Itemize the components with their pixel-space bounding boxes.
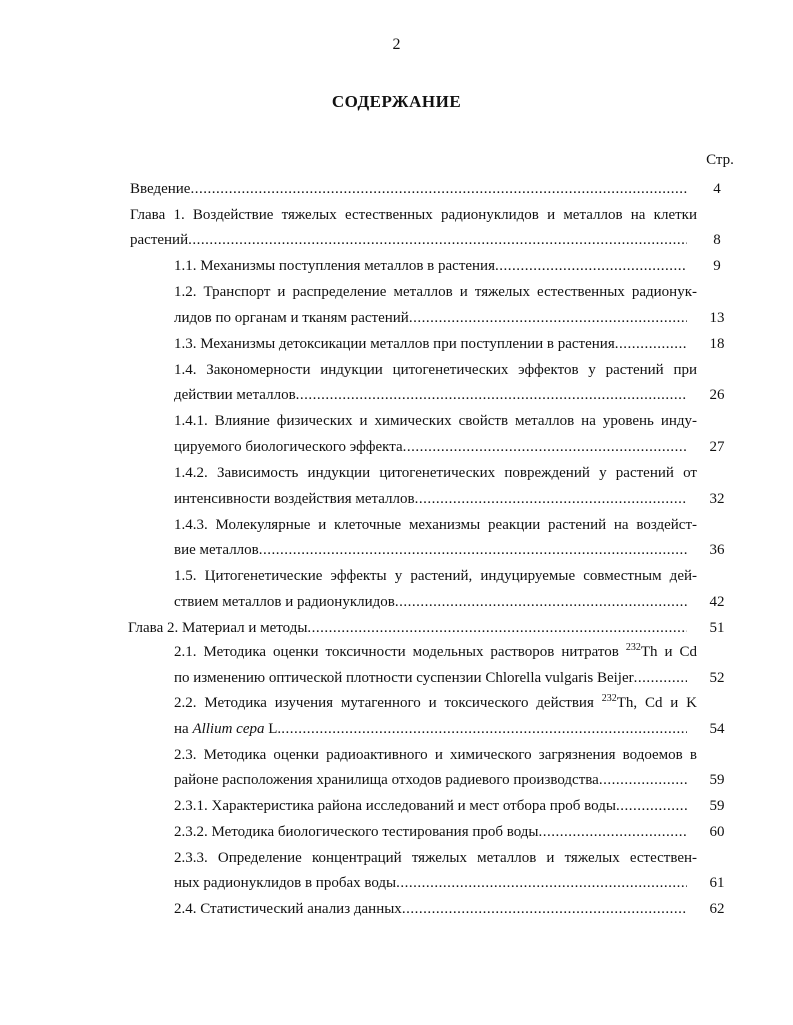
- toc-page-1-4-1: 27: [709, 439, 725, 455]
- toc-entry-2-3-1[interactable]: 2.3.1. Характеристика района исследований и мест отбора проб воды .....: [174, 796, 687, 816]
- toc-entry-2-2-line1[interactable]: 2.2. Методика изучения мутагенного и токсического действия $^{232}$Th, Cd и K: [174, 693, 697, 711]
- toc-entry-1-2-line1[interactable]: 1.2. Транспорт и распределение металлов и тяжелых естественных радионук-: [174, 284, 697, 300]
- toc-entry-1-5-line1[interactable]: 1.5. Цитогенетические эффекты у растений, индуцируемые совместным дей-: [174, 568, 697, 584]
- toc-entry-1-3[interactable]: 1.3. Механизмы детоксикации металлов при поступлении в растения .....: [174, 334, 687, 354]
- toc-entry-1-1[interactable]: 1.1. Механизмы поступления металлов в растения .....: [174, 256, 687, 276]
- toc-entry-1-4-2-line2[interactable]: интенсивности воздействия металлов .....: [174, 489, 687, 509]
- toc-page-2-1: 52: [709, 670, 725, 686]
- toc-entry-ch1-line2[interactable]: растений .....: [130, 230, 687, 250]
- toc-page-1-5: 42: [709, 594, 725, 610]
- toc-entry-2-2-line2[interactable]: на Allium cepa L. .....: [174, 719, 687, 739]
- toc-entry-1-4-3-line2[interactable]: вие металлов .....: [174, 540, 687, 560]
- toc-entry-ch2[interactable]: Глава 2. Материал и методы .....: [128, 618, 687, 638]
- toc-entry-1-2-line2[interactable]: лидов по органам и тканям растений .....: [174, 308, 687, 328]
- toc-page-ch2: 51: [709, 620, 725, 636]
- toc-page-2-2: 54: [709, 721, 725, 737]
- toc-entry-2-1-line2[interactable]: по изменению оптической плотности суспензии Chlorella vulgaris Beijer .....: [174, 668, 687, 688]
- toc-page-1-4: 26: [709, 387, 725, 403]
- toc-entry-intro[interactable]: Введение .....: [130, 179, 687, 199]
- toc-entry-1-4-3-line1[interactable]: 1.4.3. Молекулярные и клеточные механизмы реакции растений на воздейст-: [174, 517, 697, 533]
- toc-page-2-3-1: 59: [709, 798, 725, 814]
- toc-page-1-3: 18: [709, 336, 725, 352]
- toc-entry-2-3-2[interactable]: 2.3.2. Методика биологического тестирования проб воды .....: [174, 822, 687, 842]
- toc-entry-2-4[interactable]: 2.4. Статистический анализ данных .....: [174, 899, 687, 919]
- toc-page-1-4-2: 32: [709, 491, 725, 507]
- toc-page-2-3-3: 61: [709, 875, 725, 891]
- toc-page-1-1: 9: [713, 258, 721, 274]
- toc-entry-2-3-3-line1[interactable]: 2.3.3. Определение концентраций тяжелых металлов и тяжелых естествен-: [174, 850, 697, 866]
- page-column-label: Стр.: [706, 152, 734, 168]
- toc-entry-1-4-1-line2[interactable]: цируемого биологического эффекта .....: [174, 437, 687, 457]
- toc-page-ch1: 8: [713, 232, 721, 248]
- toc-page-2-3: 59: [709, 772, 725, 788]
- toc-entry-ch1-line1[interactable]: Глава 1. Воздействие тяжелых естественных радионуклидов и металлов на клетки: [130, 207, 697, 223]
- toc-page-intro: 4: [713, 181, 721, 197]
- toc-page-2-3-2: 60: [709, 824, 725, 840]
- page-title: СОДЕРЖАНИЕ: [331, 92, 462, 111]
- toc-page-2-4: 62: [709, 901, 725, 917]
- toc-entry-2-3-line2[interactable]: районе расположения хранилища отходов радиевого производства .....: [174, 770, 687, 790]
- toc-entry-1-4-2-line1[interactable]: 1.4.2. Зависимость индукции цитогенетических повреждений у растений от: [174, 465, 697, 481]
- toc-entry-1-4-1-line1[interactable]: 1.4.1. Влияние физических и химических свойств металлов на уровень инду-: [174, 413, 697, 429]
- toc-entry-1-5-line2[interactable]: ствием металлов и радионуклидов .....: [174, 592, 687, 612]
- toc-entry-2-3-3-line2[interactable]: ных радионуклидов в пробах воды .....: [174, 873, 687, 893]
- toc-entry-2-3-line1[interactable]: 2.3. Методика оценки радиоактивного и химического загрязнения водоемов в: [174, 747, 697, 763]
- page-number: 2: [392, 36, 401, 53]
- toc-page-1-2: 13: [709, 310, 725, 326]
- toc-page-1-4-3: 36: [709, 542, 725, 558]
- toc-entry-1-4-line1[interactable]: 1.4. Закономерности индукции цитогенетических эффектов у растений при: [174, 362, 697, 378]
- toc-entry-1-4-line2[interactable]: действии металлов .....: [174, 385, 687, 405]
- toc-entry-2-1-line1[interactable]: 2.1. Методика оценки токсичности модельных растворов нитратов $^{232}$Th и Cd: [174, 642, 697, 660]
